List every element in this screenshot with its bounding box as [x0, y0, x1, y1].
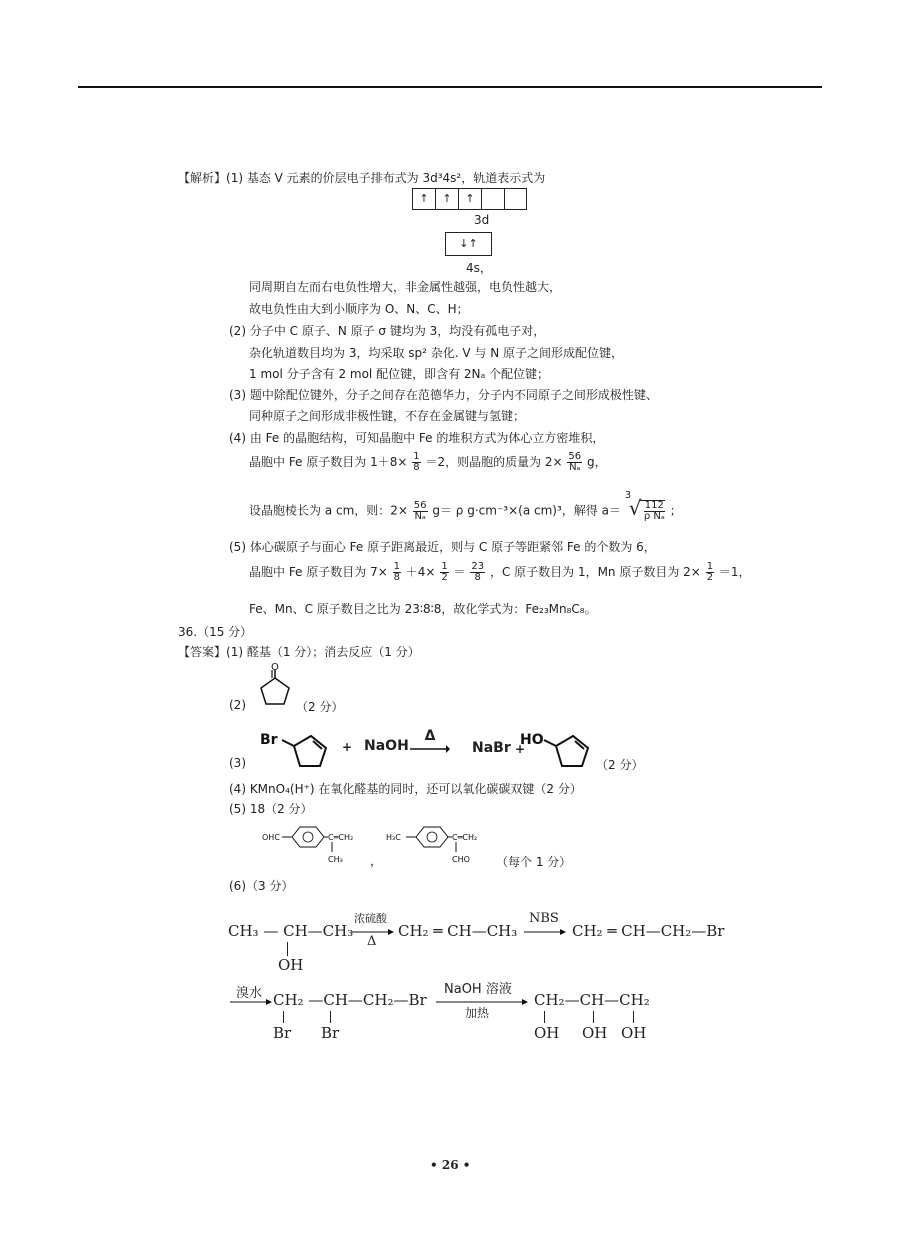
formula-text: 设晶胞棱长为 a cm，则：2× [249, 503, 408, 518]
formula-text: 晶胞中 Fe 原子数目为 7× [249, 565, 388, 579]
separator-comma: ， [370, 854, 383, 868]
ho-label: HO [520, 732, 544, 748]
fraction-numerator: 23 [471, 561, 485, 572]
analysis-line: Fe、Mn、C 原子数目之比为 23∶8∶8，故化学式为：Fe₂₃Mn₈C₈。 [249, 602, 597, 616]
answer-line: (4) KMnO₄(H⁺) 在氧化醛基的同时，还可以氧化碳碳双键（2 分） [229, 782, 582, 796]
condition-bottom: Δ [367, 934, 377, 949]
reaction-arrow [524, 928, 566, 936]
heat-symbol: Δ [424, 728, 436, 744]
condition-top: 溴水 [236, 986, 263, 1001]
analysis-line: (3) 题中除配位键外，分子之间存在范德华力，分子内不同原子之间形成极性键、 [229, 388, 658, 402]
structure-2-right-group: C═CH₂ [452, 833, 478, 842]
header-rule [78, 86, 822, 88]
condition-top: NBS [529, 911, 559, 926]
formula-text: ； [669, 503, 682, 518]
analysis-line: 1 mol 分子含有 2 mol 配位键，即含有 2Nₐ 个配位键； [249, 367, 550, 381]
orbital-cell: ↑ [413, 189, 436, 209]
synthesis-br-1: Br [273, 1024, 292, 1042]
analysis-line: (2) 分子中 C 原子、N 原子 σ 键均为 3，均没有孤电子对， [229, 324, 546, 338]
bond-line [544, 1011, 545, 1023]
synthesis-oh-3: OH [621, 1024, 647, 1042]
analysis-formula-line [249, 490, 682, 522]
fraction [470, 562, 485, 583]
orbital-cell: ↑ [459, 189, 482, 209]
orbital-4s-label: 4s， [466, 261, 492, 275]
synthesis-oh-2: OH [582, 1024, 608, 1042]
synthesis-oh: OH [278, 956, 304, 974]
fraction [393, 562, 401, 583]
synthesis-intermediate-3: CH₂ —CH—CH₂—Br [273, 991, 427, 1009]
fraction-numerator: 1 [393, 561, 400, 572]
analysis-formula-line [249, 452, 607, 473]
fraction-denominator: Nₐ [569, 462, 581, 473]
structure-1-right-group: C═CH₂ [328, 833, 354, 842]
reaction-arrow [410, 744, 450, 754]
radical-sign: √ [628, 496, 642, 520]
cyclopentenol-structure [520, 724, 600, 774]
answer-text: (1) 醛基（1 分）；消去反应（1 分） [226, 645, 420, 659]
fraction [706, 562, 714, 583]
analysis-line: (5) 体心碳原子与面心 Fe 原子距离最近，则与 C 原子等距紧邻 Fe 的个数为 6， [229, 540, 656, 554]
synthesis-start: CH₃ — CH—CH₃ [228, 922, 354, 940]
synthesis-oh-1: OH [534, 1024, 560, 1042]
svg-text:O: O [271, 662, 279, 673]
structure-1 [262, 822, 372, 866]
structure-2-left-group: H₃C [386, 833, 401, 842]
fraction-denominator: 8 [393, 572, 400, 583]
analysis-label: 【解析】 [178, 171, 227, 185]
synthesis-intermediate-1: CH₂ ═ CH—CH₃ [398, 922, 518, 940]
formula-text: ＝2，则晶胞的质量为 2× [425, 455, 563, 469]
structure-1-left-group: OHC [262, 833, 280, 842]
analysis-line: 同周期自左而右电负性增大，非金属性越强，电负性越大， [249, 280, 562, 294]
analysis-formula-line [249, 562, 751, 583]
formula-text: g＝ ρ g·cm⁻³×(a cm)³，解得 a＝ [432, 503, 621, 518]
analysis-line: 同种原子之间形成非极性键，不存在金属键与氢键； [249, 409, 526, 423]
question-heading: 36.（15 分） [178, 625, 253, 639]
orbital-3d-label: 3d [474, 213, 490, 227]
fraction-numerator: 1 [441, 561, 448, 572]
analysis-line: (4) 由 Fe 的晶胞结构，可知晶胞中 Fe 的堆积方式为体心立方密堆积， [229, 431, 605, 445]
plus-sign: + [342, 740, 353, 754]
formula-text: g， [586, 455, 607, 469]
cube-root [624, 490, 666, 522]
answer-line: (5) 18（2 分） [229, 802, 313, 816]
orbital-cell [482, 189, 505, 209]
synthesis-product: CH₂—CH—CH₂ [534, 991, 650, 1009]
bond-line [633, 1011, 634, 1023]
analysis-line: 杂化轨道数目均为 3，均采取 sp² 杂化. V 与 N 原子之间形成配位键， [249, 346, 624, 360]
synthesis-br-2: Br [321, 1024, 340, 1042]
fraction [412, 452, 420, 473]
answer-label: 【答案】 [178, 645, 227, 659]
bond-line [330, 1011, 331, 1023]
fraction [413, 501, 428, 522]
formula-text: ＝1， [718, 565, 751, 579]
synthesis-intermediate-2: CH₂ ═ CH—CH₂—Br [572, 922, 725, 940]
bond-line [283, 1011, 284, 1023]
answer-line: (6)（3 分） [229, 879, 294, 893]
fraction [567, 452, 582, 473]
orbital-4s-box [445, 232, 492, 256]
bromocyclopentene-structure [256, 724, 336, 774]
root-index: 3 [624, 490, 632, 501]
fraction [440, 562, 448, 583]
answer-3-score: （2 分） [596, 758, 644, 772]
orbital-cell: ↑ [436, 189, 459, 209]
formula-text: ，C 原子数目为 1，Mn 原子数目为 2× [489, 565, 701, 579]
analysis-line: (1) 基态 V 元素的价层电子排布式为 3d³4s²，轨道表示式为 [226, 171, 546, 185]
analysis-paragraph-1 [178, 169, 545, 186]
fraction-numerator: 56 [413, 499, 427, 511]
orbital-3d-box [412, 188, 527, 210]
nabr-product: NaBr [472, 740, 511, 756]
condition-top: 浓硫酸 [354, 912, 387, 925]
orbital-cell: ↓↑ [459, 237, 478, 250]
reaction-arrow [230, 998, 272, 1006]
fraction [640, 500, 665, 522]
fraction-denominator: 8 [413, 462, 420, 473]
analysis-line: 故电负性由大到小顺序为 O、N、C、H； [249, 302, 469, 316]
answer-3-label: (3) [229, 756, 246, 770]
answer-line [178, 643, 420, 660]
structure-2-substituent: CHO [452, 855, 470, 864]
formula-text: ＋4× [405, 565, 436, 579]
fraction-numerator: 56 [568, 451, 582, 462]
bond-line [287, 942, 288, 956]
fraction-denominator: Nₐ [414, 510, 426, 522]
plus-sign: + [515, 742, 526, 756]
orbital-cell [505, 189, 527, 209]
fraction-denominator: 8 [474, 572, 481, 583]
fraction-denominator: ρ Nₐ [643, 511, 665, 522]
fraction-numerator: 112 [644, 500, 664, 511]
fraction-numerator: 1 [413, 451, 420, 462]
naoh-reagent: NaOH [364, 738, 409, 754]
bond-line [593, 1011, 594, 1023]
structure-1-substituent: CH₃ [328, 855, 343, 864]
formula-text: ＝ [453, 565, 466, 579]
condition-top: NaOH 溶液 [444, 982, 512, 997]
br-label: Br [260, 732, 278, 748]
fraction-numerator: 1 [706, 561, 714, 572]
answer-2-label: (2) [229, 698, 246, 712]
fraction-denominator: 2 [706, 572, 714, 583]
page-number: • 26 • [430, 1158, 471, 1172]
answer-2-score: （2 分） [296, 700, 344, 714]
cyclopentanone-structure [254, 662, 296, 710]
structure-2 [386, 822, 496, 866]
fraction-denominator: 2 [441, 572, 448, 583]
condition-bottom: 加热 [465, 1006, 490, 1020]
formula-text: 晶胞中 Fe 原子数目为 1＋8× [249, 455, 408, 469]
answer-5-score: （每个 1 分） [496, 855, 572, 869]
